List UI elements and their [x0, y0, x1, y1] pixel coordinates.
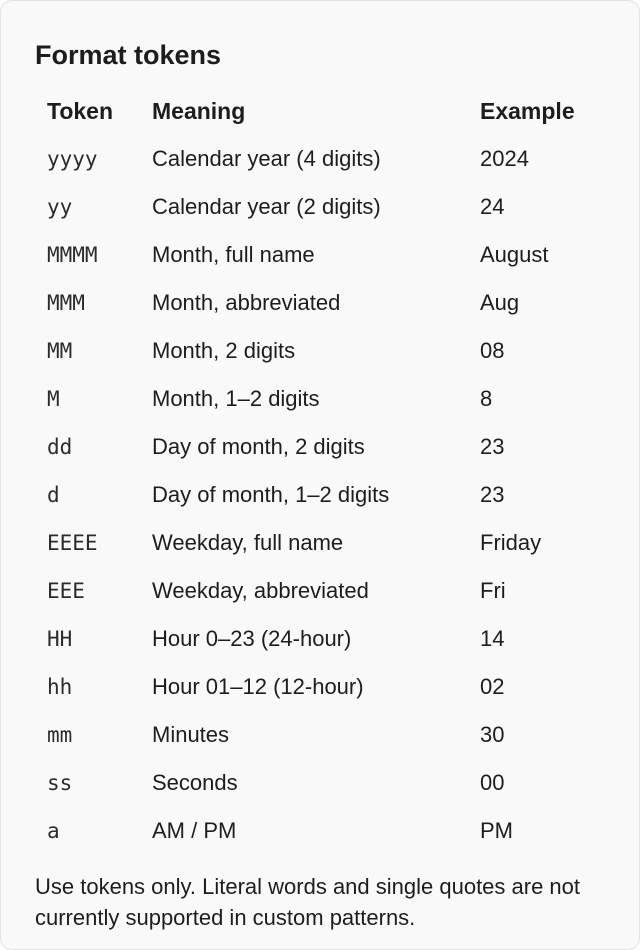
meaning-cell: Weekday, full name — [152, 530, 344, 555]
example-cell: August — [480, 242, 549, 267]
token-cell: yyyy — [47, 147, 98, 171]
meaning-cell: Day of month, 1–2 digits — [152, 482, 390, 507]
table-row — [35, 615, 615, 663]
section-title: Format tokens — [35, 40, 222, 70]
token-cell: MMM — [47, 291, 85, 315]
token-cell: ss — [47, 771, 73, 795]
example-cell: 14 — [480, 626, 505, 651]
format-tokens-table — [35, 87, 615, 855]
meaning-cell: Month, 1–2 digits — [152, 386, 320, 411]
example-cell: PM — [480, 818, 513, 843]
meaning-cell: Hour 01–12 (12-hour) — [152, 674, 364, 699]
column-header-token: Token — [47, 97, 114, 124]
token-cell: M — [47, 387, 60, 411]
meaning-cell: Calendar year (2 digits) — [152, 194, 381, 219]
example-cell: 23 — [480, 434, 505, 459]
token-cell: HH — [47, 627, 73, 651]
footnote-text: Use tokens only. Literal words and single quotes are not currently supported in custom patterns. — [35, 874, 581, 930]
table-row — [35, 519, 615, 567]
token-cell: mm — [47, 723, 73, 747]
token-cell: EEE — [47, 579, 85, 603]
table-row — [35, 567, 615, 615]
token-cell: yy — [47, 195, 73, 219]
token-cell: d — [47, 483, 60, 507]
token-cell: a — [47, 819, 60, 843]
example-cell: 00 — [480, 770, 505, 795]
meaning-cell: Calendar year (4 digits) — [152, 146, 381, 171]
table-row — [35, 135, 615, 183]
table-row — [35, 471, 615, 519]
meaning-cell: Day of month, 2 digits — [152, 434, 365, 459]
table-row — [35, 183, 615, 231]
example-cell: Friday — [480, 530, 542, 555]
column-header-example: Example — [480, 97, 575, 124]
token-cell: MM — [47, 339, 73, 363]
table-row — [35, 375, 615, 423]
meaning-cell: Weekday, abbreviated — [152, 578, 369, 603]
meaning-cell: Month, abbreviated — [152, 290, 341, 315]
meaning-cell: Seconds — [152, 770, 238, 795]
table-row — [35, 423, 615, 471]
table-row — [35, 279, 615, 327]
example-cell: 02 — [480, 674, 505, 699]
example-cell: 08 — [480, 338, 505, 363]
token-cell: EEEE — [47, 531, 98, 555]
column-header-meaning: Meaning — [152, 97, 246, 124]
meaning-cell: Minutes — [152, 722, 230, 747]
meaning-cell: Hour 0–23 (24-hour) — [152, 626, 352, 651]
example-cell: Aug — [480, 290, 520, 315]
table-row — [35, 327, 615, 375]
table-row — [35, 759, 615, 807]
table-row — [35, 807, 615, 855]
example-cell: 8 — [480, 386, 493, 411]
table-header-row — [35, 87, 615, 135]
example-cell: 23 — [480, 482, 505, 507]
token-cell: MMMM — [47, 243, 98, 267]
example-cell: 24 — [480, 194, 505, 219]
example-cell: 2024 — [480, 146, 529, 171]
meaning-cell: AM / PM — [152, 818, 237, 843]
token-cell: dd — [47, 435, 73, 459]
meaning-cell: Month, full name — [152, 242, 315, 267]
example-cell: 30 — [480, 722, 505, 747]
table-row — [35, 231, 615, 279]
table-row — [35, 663, 615, 711]
meaning-cell: Month, 2 digits — [152, 338, 296, 363]
table-row — [35, 711, 615, 759]
example-cell: Fri — [480, 578, 506, 603]
token-cell: hh — [47, 675, 73, 699]
